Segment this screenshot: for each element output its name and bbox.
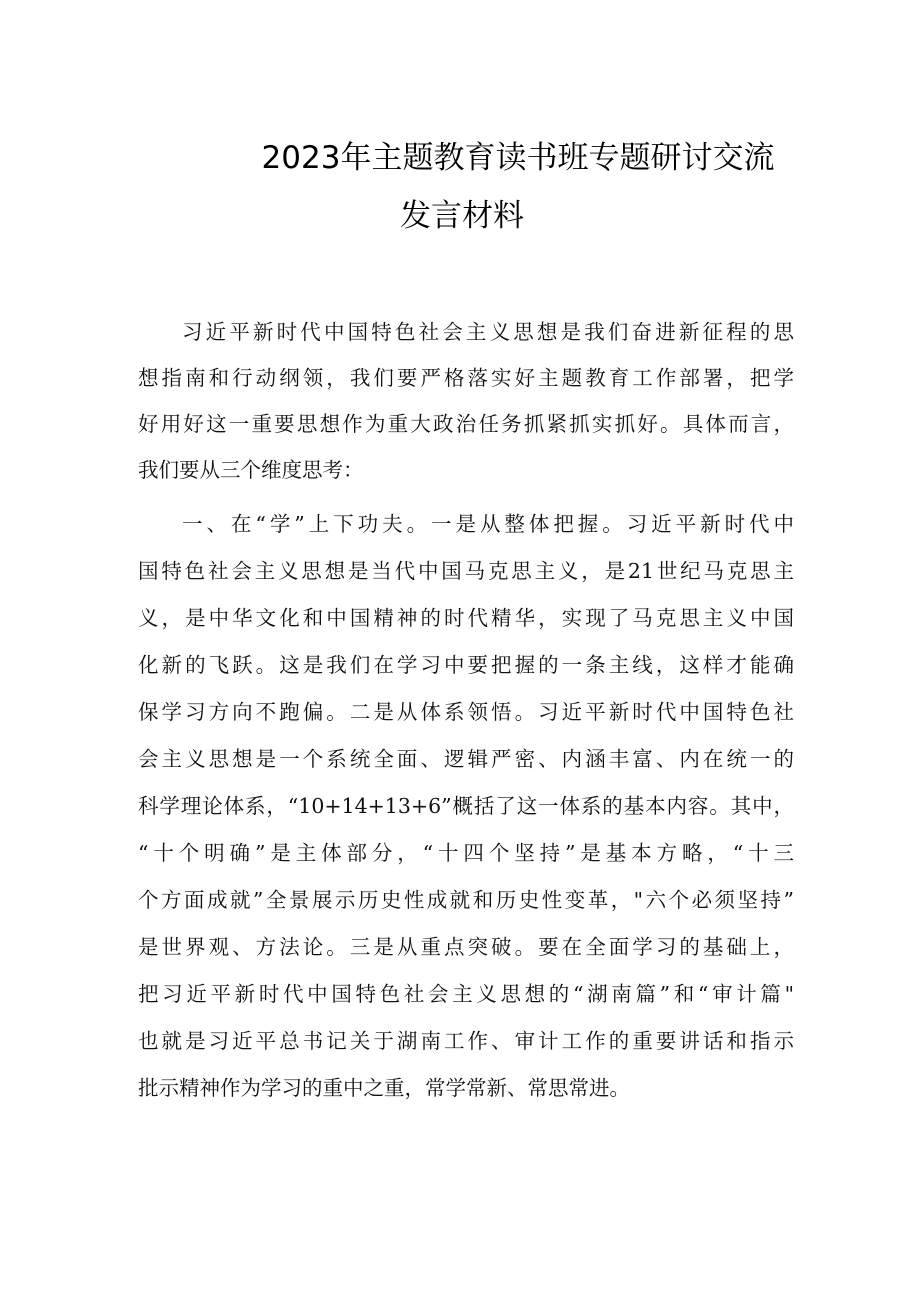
paragraph-line: “十个明确”是主体部分，“十四个坚持”是基本方略，“十三 bbox=[138, 841, 794, 865]
paragraph-line: 把习近平新时代中国特色社会主义思想的“湖南篇”和“审计篇" bbox=[138, 982, 794, 1006]
paragraph-line: 国特色社会主义思想是当代中国马克思主义，是21世纪马克思主 bbox=[138, 559, 794, 583]
paragraph-line: 想指南和行动纲领，我们要严格落实好主题教育工作部署，把学 bbox=[138, 366, 794, 390]
paragraph-line: 批示精神作为学习的重中之重，常学常新、常思常进。 bbox=[138, 1076, 630, 1100]
paragraph-line: 科学理论体系，“10+14+13+6”概括了这一体系的基本内容。其中， bbox=[138, 794, 794, 818]
paragraph-line: 我们要从三个维度思考： bbox=[138, 458, 364, 482]
paragraph-line: 保学习方向不跑偏。二是从体系领悟。习近平新时代中国特色社 bbox=[138, 700, 794, 724]
paragraph-line: 一、在“学”上下功夫。一是从整体把握。习近平新时代中 bbox=[182, 512, 794, 536]
paragraph-line: 义，是中华文化和中国精神的时代精华，实现了马克思主义中国 bbox=[138, 606, 794, 630]
paragraph-line: 会主义思想是一个系统全面、逻辑严密、内涵丰富、内在统一的 bbox=[138, 747, 794, 771]
paragraph-line: 化新的飞跃。这是我们在学习中要把握的一条主线，这样才能确 bbox=[138, 653, 794, 677]
paragraph-line: 也就是习近平总书记关于湖南工作、审计工作的重要讲话和指示 bbox=[138, 1029, 794, 1053]
paragraph-line: 个方面成就”全景展示历史性成就和历史性变革，"六个必须坚持” bbox=[138, 888, 794, 912]
paragraph-line: 是世界观、方法论。三是从重点突破。要在全面学习的基础上， bbox=[138, 935, 794, 959]
paragraph-line: 习近平新时代中国特色社会主义思想是我们奋进新征程的思 bbox=[182, 320, 794, 344]
document-title-line-1: 2023年主题教育读书班专题研讨交流 bbox=[261, 140, 775, 176]
document-title-line-2: 发言材料 bbox=[400, 198, 524, 234]
paragraph-line: 好用好这一重要思想作为重大政治任务抓紧抓实抓好。具体而言， bbox=[138, 412, 794, 436]
